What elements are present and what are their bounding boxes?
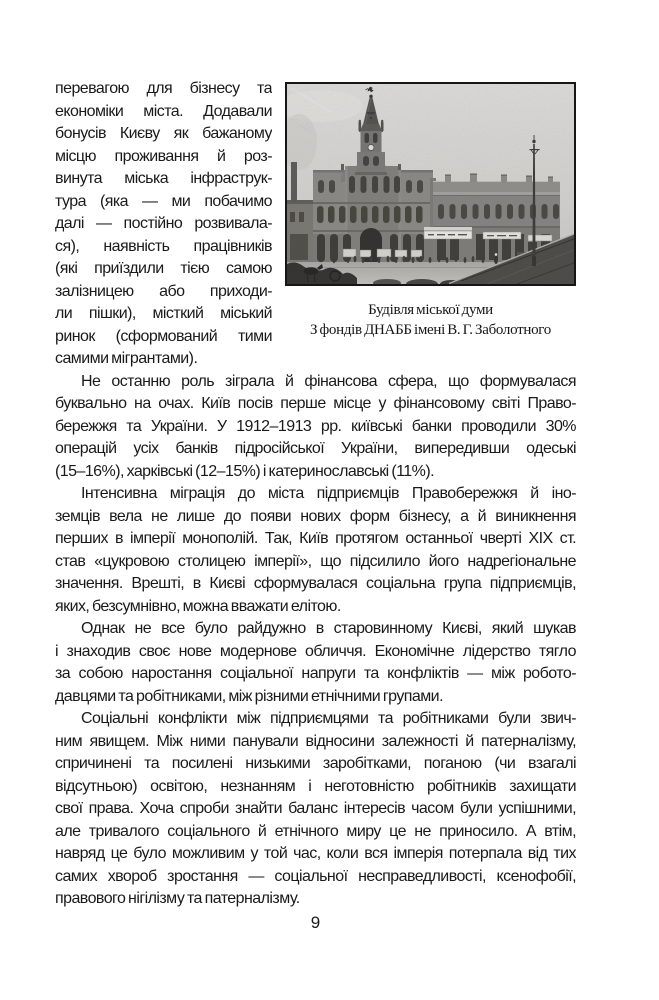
text-line: ли пішки), місткий міський [55, 305, 272, 322]
text-line: навряд це було можливим у той час, коли вся імперія потерпала від тих [55, 845, 576, 862]
text-line: (які приїздили тією самою [55, 260, 272, 277]
text-line: правового нігілізму та патерналізму. [55, 890, 300, 907]
article-text [55, 78, 576, 911]
photo-caption [285, 300, 576, 340]
text-line: перших в імперії монополій. Так, Київ протягом останньої чверті XIX ст. [55, 530, 576, 547]
text-line: ним явищем. Між ними панували відносини залежності й патерналізму, [55, 732, 576, 750]
text-line: але тривалого соціального й етнічного миру це не приносило. А втім, [55, 822, 576, 840]
text-line: бонусів Києву як бажаному [55, 125, 272, 142]
text-line: винута міська інфраструк- [55, 170, 272, 187]
text-line: далі — постійно розвивала- [55, 215, 272, 232]
text-line: самих хвороб зростання — соціальної несправедливості, ксенофобії, [55, 867, 576, 885]
text-line: Соціальні конфлікти між підприємцями та робітниками були звич- [81, 710, 576, 727]
text-line: перевагою для бізнесу та [55, 80, 272, 97]
text-line: відсутньою) освітою, незнанням і неготовністю робітників захищати [55, 777, 576, 795]
page-number: 9 [310, 913, 321, 932]
text-line: давцями та робітниками, між різними етнічними групами. [55, 687, 443, 705]
text-line: Однак не все було райдужно в старовинному Києві, який шукав [81, 620, 576, 637]
text-line: і знаходив своє нове модернове обличчя. Економічне лідерство тягло [55, 642, 576, 660]
text-line: значення. Врешті, в Києві сформувалася соціальна група підприємців, [55, 575, 576, 592]
text-line: (15–16%), харківські (12–15%) і катеринославські (11%). [55, 462, 435, 480]
text-line: Інтенсивна міграція до міста підприємців Правобережжя й іно- [81, 485, 576, 502]
text-line: за собою наростання соціальної напруги та конфліктів — між робото- [55, 665, 576, 682]
page-content [55, 78, 576, 911]
caption-credit: З фондів ДНАББ імені В. Г. Заболотного [310, 322, 551, 338]
city-duma-photo-illustration [287, 84, 574, 284]
text-line: залізницею або приходи- [55, 282, 272, 300]
kyiv-city-duma-photo [285, 82, 576, 286]
text-line: Не останню роль зіграла й фінансова сфера, що формувалася [81, 372, 576, 390]
text-line: яких, безсумнівно, можна вважати елітою. [55, 597, 341, 615]
text-line: спричинені та посилені низькими заробітками, поганою (чи взагалі [55, 755, 576, 772]
text-line: бережжя та України. У 1912–1913 рр. київські банки проводили 30% [55, 417, 576, 435]
text-line: місцю проживання й роз- [55, 147, 272, 165]
text-line: став «цукровою столицею імперії», що підсилило його надрегіональне [55, 552, 576, 570]
text-line: економіки міста. Додавали [55, 102, 272, 120]
text-line: земців вела не лише до появи нових форм бізнесу, а й виникнення [55, 507, 576, 525]
photo-figure [285, 82, 576, 340]
text-line: самими мігрантами). [55, 350, 198, 367]
text-line: операцій усіх банків підросійської України, випередивши одеські [55, 440, 576, 457]
text-line: буквально на очах. Київ посів перше місце у фінансовому світі Право- [55, 395, 576, 412]
text-line: ся), наявність працівників [55, 237, 272, 255]
text-line: свої права. Хоча спроби знайти баланс інтересів часом були успішними, [55, 800, 576, 817]
text-line: ринок (сформований тими [55, 327, 272, 345]
caption-title: Будівля міської думи [368, 302, 493, 318]
text-line: тура (яка — ми побачимо [55, 192, 272, 210]
